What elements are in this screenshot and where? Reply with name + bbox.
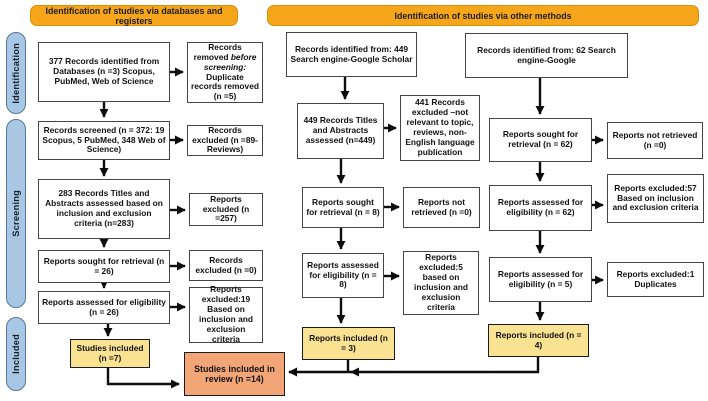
node-text: Reports included (n = 4) bbox=[495, 329, 582, 350]
node-text: 449 Records Titles and Abstracts assessed (n=449) bbox=[303, 115, 378, 145]
node-text: Reports excluded:19 Based on inclusion and exclusion criteria bbox=[199, 284, 253, 344]
node-reports-excluded-19 bbox=[189, 284, 263, 344]
node-text: Reports assessed for eligibility (n = 8) bbox=[307, 259, 379, 290]
node-scholar-included-3 bbox=[302, 327, 395, 360]
stage-pill-identification bbox=[6, 32, 26, 114]
node-text: Reports excluded (n =257) bbox=[202, 193, 250, 224]
node-text bbox=[191, 43, 259, 102]
node-text: Reports assessed for eligibility (n = 62) bbox=[497, 197, 584, 217]
node-text: Reports assessed for eligibility (n = 5) bbox=[497, 268, 584, 289]
node-text: Reports sought for retrieval (n = 62) bbox=[502, 129, 579, 149]
node-scholar-excluded-5 bbox=[403, 251, 479, 315]
banner-text: Identification of studies via databases and registers bbox=[45, 5, 223, 26]
node-google-excluded-1 bbox=[607, 262, 704, 297]
node-text: Records excluded (n =89- Reviews) bbox=[192, 124, 258, 155]
node-records-screened bbox=[38, 121, 170, 160]
node-text: Studies included (n =7) bbox=[76, 342, 144, 363]
node-titles-abstracts-assessed bbox=[38, 179, 170, 239]
node-text: Records identified from: 449 Search engine-Google Scholar bbox=[290, 43, 413, 64]
node-google-excluded-57 bbox=[607, 174, 704, 223]
stage-label: Screening bbox=[11, 190, 21, 237]
banner-other-methods bbox=[267, 5, 699, 26]
node-text: Reports excluded:57 Based on inclusion and exclusion criteria bbox=[612, 182, 699, 213]
stage-pill-included bbox=[6, 317, 26, 391]
node-scholar-identified bbox=[286, 32, 417, 77]
node-studies-included-review bbox=[184, 352, 285, 396]
banner-databases-registers bbox=[30, 5, 238, 26]
node-text: Reports assessed for eligibility (n = 26) bbox=[42, 296, 166, 317]
node-text: Reports not retrieved (n =0) bbox=[612, 129, 698, 150]
node-google-sought-62 bbox=[489, 118, 592, 162]
node-text: Records excluded (n =0) bbox=[195, 254, 257, 275]
node-text: Reports excluded:1 Duplicates bbox=[616, 268, 695, 289]
node-text: 283 Records Titles and Abstracts assessed based on inclusion and exclusion criteria (n=283) bbox=[45, 188, 163, 228]
node-text: Reports sought for retrieval (n = 8) bbox=[306, 196, 380, 217]
node-reports-assessed-26 bbox=[38, 291, 170, 324]
node-scholar-not-retrieved bbox=[403, 187, 480, 228]
node-google-included-4 bbox=[488, 324, 589, 357]
stage-label: Identification bbox=[11, 42, 21, 104]
node-google-assessed-62 bbox=[489, 185, 592, 231]
node-scholar-assessed-8 bbox=[302, 253, 384, 298]
node-text: Reports excluded:5 based on inclusion and exclusion criteria bbox=[414, 252, 468, 312]
node-google-identified bbox=[465, 33, 628, 78]
node-text-part: Duplicate records removed (n =5) bbox=[191, 71, 259, 102]
node-text: Reports included (n = 3) bbox=[309, 332, 388, 353]
node-reports-excluded-257 bbox=[189, 193, 263, 226]
node-google-assessed-5 bbox=[489, 257, 592, 302]
node-text-italic: before screening: bbox=[203, 51, 257, 72]
node-text: Records screened (n = 372: 19 Scopus, 5 PubMed, 348 Web of Science) bbox=[42, 124, 166, 155]
node-scholar-sought-8 bbox=[302, 187, 384, 228]
node-studies-included-7 bbox=[70, 339, 150, 368]
node-text: 377 Records identified from Databases (n =3) Scopus, PubMed, Web of Science bbox=[48, 56, 160, 86]
node-records-excluded-reviews bbox=[187, 125, 263, 156]
node-scholar-assessed bbox=[297, 103, 384, 159]
node-scholar-excluded-441 bbox=[400, 95, 480, 161]
node-text: Reports sought for retrieval (n = 26) bbox=[43, 255, 165, 276]
stage-pill-screening bbox=[6, 119, 26, 308]
node-records-removed-before-screening bbox=[187, 42, 263, 103]
node-records-identified-databases bbox=[38, 42, 170, 102]
node-text: Reports not retrieved (n =0) bbox=[411, 196, 472, 217]
node-text: Studies included in review (n =14) bbox=[194, 363, 275, 384]
stage-label: Included bbox=[11, 334, 21, 374]
node-text-part: Records removed bbox=[193, 41, 242, 62]
node-records-excluded-0 bbox=[189, 250, 263, 281]
node-google-not-retrieved bbox=[607, 122, 703, 159]
node-reports-sought-26 bbox=[38, 250, 170, 283]
banner-text: Identification of studies via other methods bbox=[394, 10, 572, 21]
node-text: 441 Records excluded –not relevant to topic, reviews, non-English language publication bbox=[405, 97, 475, 157]
node-text: Records identified from: 62 Search engine-Google bbox=[477, 44, 616, 65]
